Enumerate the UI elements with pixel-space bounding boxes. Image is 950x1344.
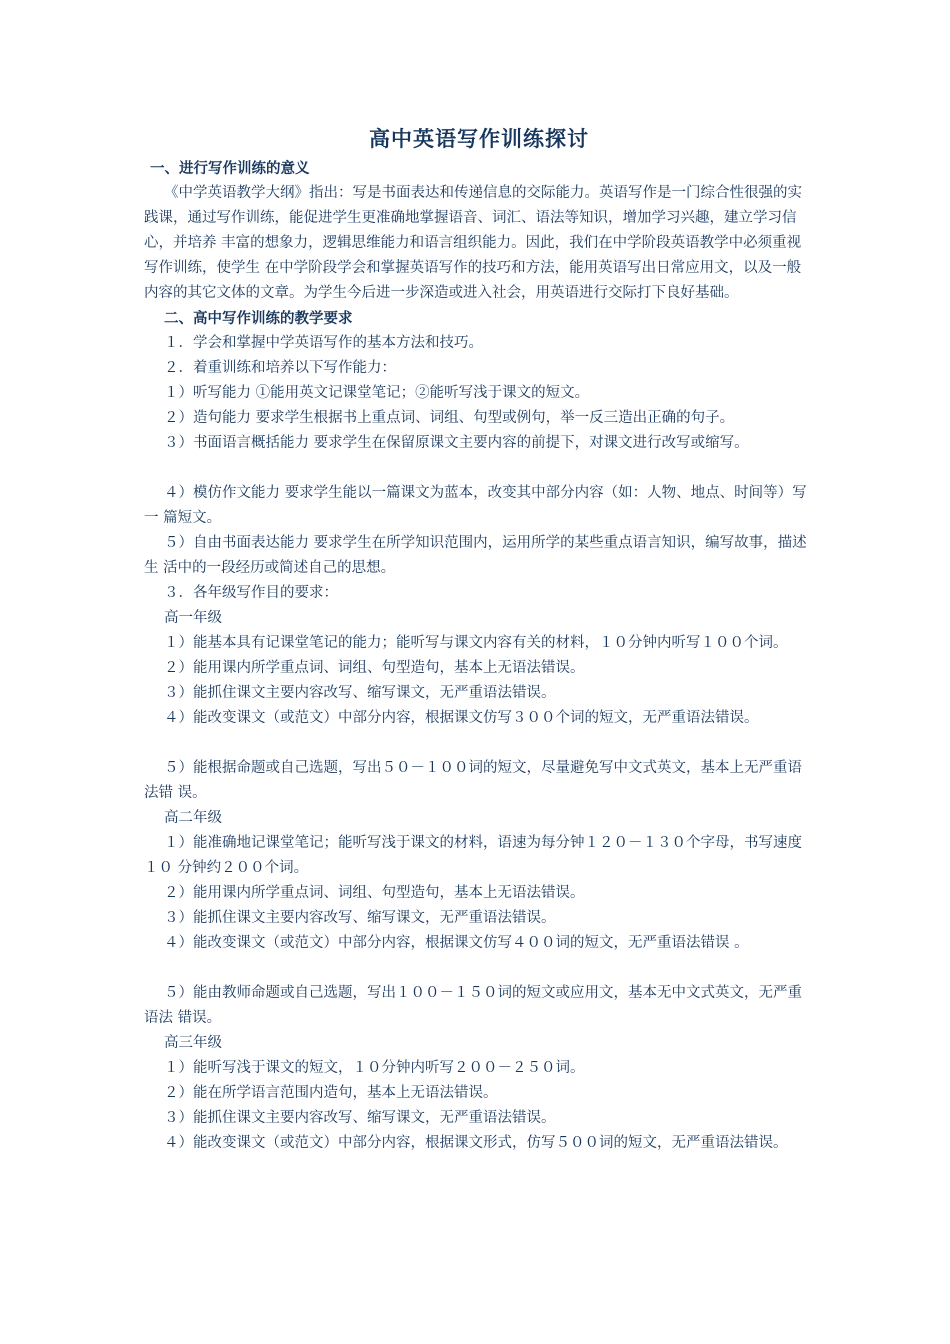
- grade-1-item: １）能基本具有记课堂笔记的能力；能听写与课文内容有关的材料，１０分钟内听写１００个词。: [164, 635, 788, 651]
- grade-1-item: ４）能改变课文（或范文）中部分内容，根据课文仿写３００个词的短文，无严重语法错误。: [164, 710, 759, 726]
- ability-4: ４）模仿作文能力 要求学生能以一篇课文为蓝本，改变其中部分内容（如：人物、地点、时间等）写一 篇短文。: [144, 485, 807, 526]
- document-title: 高中英语写作训练探讨: [369, 126, 589, 151]
- grade-2-item: １）能准确地记课堂笔记；能听写浅于课文的材料，语速为每分钟１２０－１３０个字母，书写速度１０ 分钟约２００个词。: [144, 835, 802, 876]
- grade-1-item: ２）能用课内所学重点词、词组、句型造句，基本上无语法错误。: [164, 660, 585, 676]
- grade-1-label: 高一年级: [164, 610, 222, 626]
- grade-2-item: ５）能由教师命题或自己选题，写出１００－１５０词的短文或应用文，基本无中文式英文，无严重语法 错误。: [144, 985, 802, 1026]
- grade-2-item: ２）能用课内所学重点词、词组、句型造句，基本上无语法错误。: [164, 885, 585, 901]
- requirement-2: ２．着重训练和培养以下写作能力：: [164, 360, 396, 376]
- section-heading-1: 一、进行写作训练的意义: [150, 160, 310, 177]
- ability-5: ５）自由书面表达能力 要求学生在所学知识范围内，运用所学的某些重点语言知识，编写故事，描述生 活中的一段经历或简述自己的思想。: [144, 535, 807, 576]
- grade-3-item: １）能听写浅于课文的短文，１０分钟内听写２００－２５０词。: [164, 1060, 585, 1076]
- ability-3: ３）书面语言概括能力 要求学生在保留原课文主要内容的前提下，对课文进行改写或缩写。: [164, 435, 749, 451]
- ability-2: ２）造句能力 要求学生根据书上重点词、词组、句型或例句，举一反三造出正确的句子。: [164, 410, 735, 426]
- requirement-1: １．学会和掌握中学英语写作的基本方法和技巧。: [164, 335, 483, 351]
- blank-line: [144, 456, 814, 481]
- document-body: [144, 124, 814, 1156]
- section-1-paragraph: 《中学英语教学大纲》指出：写是书面表达和传递信息的交际能力。英语写作是一门综合性很强的实践课，通过写作训练，能促进学生更准确地掌握语音、词汇、语法等知识，增加学习兴趣，建立学习信心，并培养 丰富的想象力，逻辑思维能力和语言组织能力。因此，我们在中学阶段英语教学中必须重视写作训练，使学生 在中学阶段学会和掌握英语写作的技巧和方法，能用英语写出日常应用文，以及一般内容的其它文体的文章。为学生今后进一步深造或进入社会，用英语进行交际打下良好基础。: [144, 185, 802, 301]
- grade-3-label: 高三年级: [164, 1035, 222, 1051]
- grade-2-label: 高二年级: [164, 810, 222, 826]
- ability-1: １）听写能力 ①能用英文记课堂笔记；②能听写浅于课文的短文。: [164, 385, 590, 401]
- grade-1-item: ５）能根据命题或自己选题，写出５０－１００词的短文，尽量避免写中文式英文，基本上无严重语法错 误。: [144, 760, 802, 801]
- grade-2-item: ３）能抓住课文主要内容改写、缩写课文，无严重语法错误。: [164, 910, 556, 926]
- grade-3-item: ２）能在所学语言范围内造句，基本上无语法错误。: [164, 1085, 498, 1101]
- grade-3-item: ３）能抓住课文主要内容改写、缩写课文，无严重语法错误。: [164, 1110, 556, 1126]
- grade-2-item: ４）能改变课文（或范文）中部分内容，根据课文仿写４００词的短文，无严重语法错误 。: [164, 935, 749, 951]
- blank-line: [144, 956, 814, 981]
- requirement-3: ３．各年级写作目的要求：: [164, 585, 338, 601]
- section-heading-2: 二、高中写作训练的教学要求: [164, 310, 353, 327]
- grade-1-item: ３）能抓住课文主要内容改写、缩写课文，无严重语法错误。: [164, 685, 556, 701]
- grade-3-item: ４）能改变课文（或范文）中部分内容，根据课文形式，仿写５００词的短文，无严重语法错误。: [164, 1135, 788, 1151]
- blank-line: [144, 731, 814, 756]
